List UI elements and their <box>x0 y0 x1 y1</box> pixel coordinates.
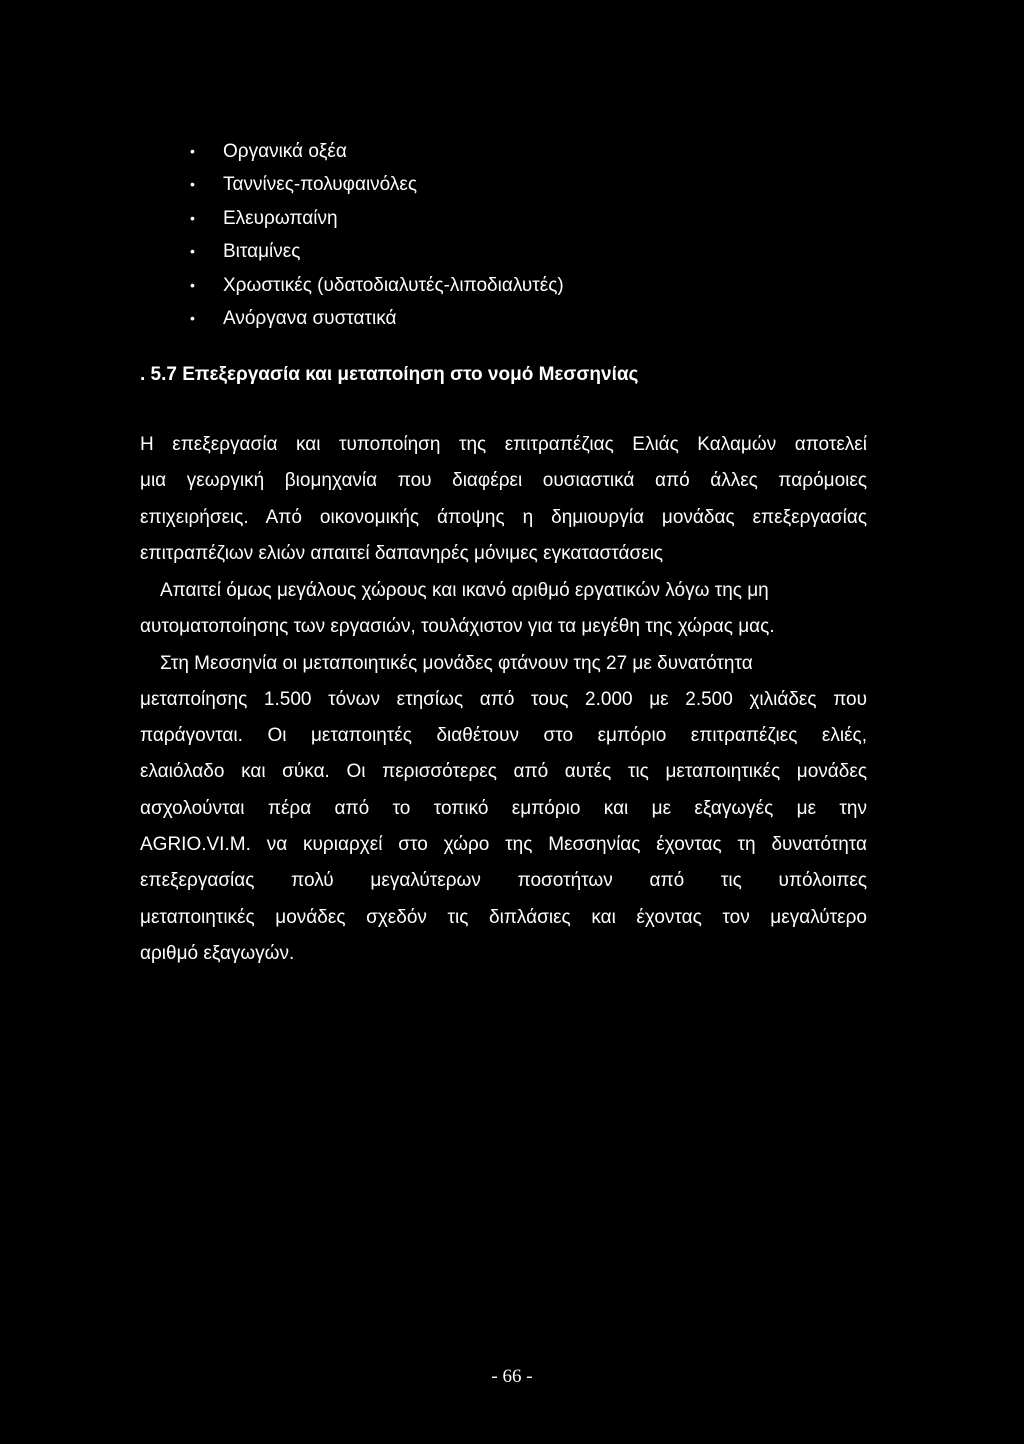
bullet-list <box>190 135 564 335</box>
list-item-text: Ταννίνες-πολυφαινόλες <box>223 174 418 196</box>
page-number: - 66 - <box>491 1366 533 1387</box>
paragraph-line: ελαιόλαδο και σύκα. Οι περισσότερες από αυτές τις μεταποιητικές μονάδες <box>140 761 867 783</box>
bullet-marker: • <box>190 310 195 327</box>
bullet-marker: • <box>190 176 195 193</box>
list-item <box>190 269 564 302</box>
paragraph-line: Απαιτεί όμως μεγάλους χώρους και ικανό αριθμό εργατικών λόγω της μη <box>160 580 769 601</box>
paragraph-line: επιτραπέζιων ελιών απαιτεί δαπανηρές μόνιμες εγκαταστάσεις <box>140 542 664 564</box>
list-item-text: Βιταμίνες <box>223 241 301 263</box>
bullet-marker: • <box>190 243 195 260</box>
paragraph-line: επεξεργασίας πολύ μεγαλύτερων ποσοτήτων από τις υπόλοιπες <box>140 870 867 892</box>
paragraph-line: μια γεωργική βιομηχανία που διαφέρει ουσιαστικά από άλλες παρόμοιες <box>140 470 867 492</box>
list-item <box>190 168 564 201</box>
paragraph-line: μεταποίησης 1.500 τόνων ετησίως από τους 2.000 με 2.500 χιλιάδες που <box>140 688 867 710</box>
list-item-text: Ελευρωπαίνη <box>223 207 338 229</box>
paragraph-line: παράγονται. Οι μεταποιητές διαθέτουν στο εμπόριο επιτραπέζιες ελιές, <box>140 725 867 747</box>
paragraph-line: αυτοματοποίησης των εργασιών, τουλάχιστον για τα μεγέθη της χώρας μας. <box>140 616 775 638</box>
list-item-text: Ανόργανα συστατικά <box>223 308 397 330</box>
section-heading: . 5.7 Επεξεργασία και μεταποίηση στο νομό Μεσσηνίας <box>140 364 639 385</box>
paragraph-line: επιχειρήσεις. Από οικονομικής άποψης η δημιουργία μονάδας επεξεργασίας <box>140 506 867 528</box>
list-item <box>190 235 564 268</box>
bullet-marker: • <box>190 143 195 159</box>
paragraph-line: Η επεξεργασία και τυποποίηση της επιτραπέζιας Ελιάς Καλαμών αποτελεί <box>140 434 867 455</box>
paragraph-line: μεταποιητικές μονάδες σχεδόν τις διπλάσιες και έχοντας τον μεγαλύτερο <box>140 906 867 928</box>
paragraph-line: Στη Μεσσηνία οι μεταποιητικές μονάδες φτάνουν της 27 με δυνατότητα <box>160 652 753 674</box>
paragraph-line: AGRIO.VI.M. να κυριαρχεί στο χώρο της Μεσσηνίας έχοντας τη δυνατότητα <box>140 834 867 856</box>
list-item <box>190 202 564 235</box>
paragraph-line: αριθμό εξαγωγών. <box>140 942 295 964</box>
paragraph-processing <box>140 573 867 972</box>
list-item-text: Οργανικά οξέα <box>223 141 347 162</box>
bullet-marker: • <box>190 209 195 226</box>
list-item <box>190 135 564 168</box>
paragraph-intro <box>140 427 867 572</box>
list-item <box>190 302 564 335</box>
list-item-text: Χρωστικές (υδατοδιαλυτές-λιποδιαλυτές) <box>223 274 564 296</box>
bullet-marker: • <box>190 276 195 293</box>
paragraph-line: ασχολούνται πέρα από το τοπικό εμπόριο και με εξαγωγές με την <box>140 797 867 819</box>
